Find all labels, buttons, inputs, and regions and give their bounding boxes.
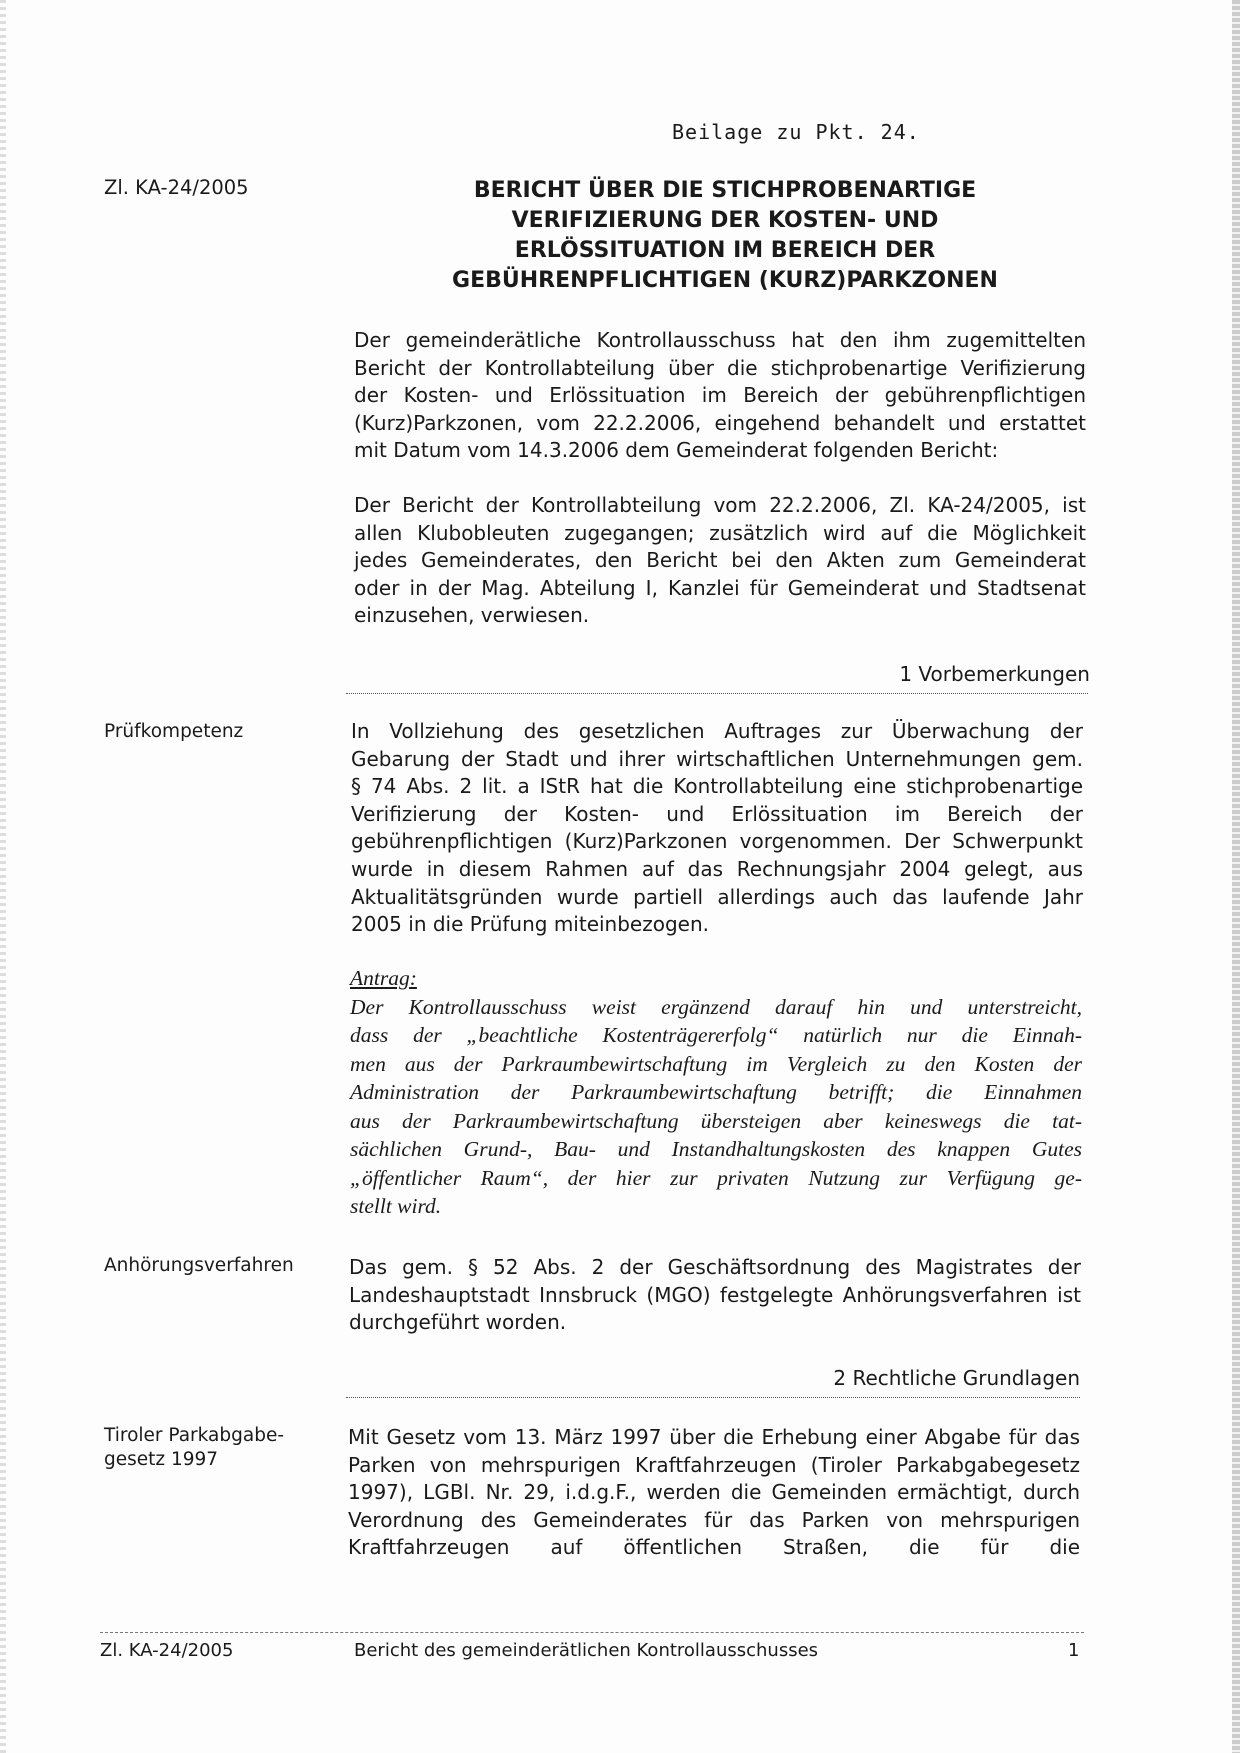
text-line: Das gem. § 52 Abs. 2 der Geschäftsordnung des Magistrates der [349,1255,1081,1279]
reference-number: Zl. KA-24/2005 [104,176,249,199]
text-line: Landeshauptstadt Innsbruck (MGO) festgelegte Anhörungsverfahren ist [349,1282,1081,1307]
text-line: Bericht der Kontrollabteilung über die stichprobenartige Verifizierung [354,355,1086,380]
text-line: dass der „beachtliche Kostenträgererfolg“ natürlich nur die Einnah- [350,1023,1082,1047]
title-line: VERIFIZIERUNG DER KOSTEN- UND [511,208,939,233]
text-line: jedes Gemeinderates, den Bericht bei den Akten zum Gemeinderat [354,548,1086,573]
text-line: Gebarung der Stadt und ihrer wirtschaftlichen Unternehmungen gem. [351,746,1083,771]
text-line: Verordnung des Gemeinderates für das Parken von mehrspurigen [348,1507,1080,1532]
text-line: 2005 in die Prüfung miteinbezogen. [351,912,709,937]
section-divider [346,693,1088,694]
text-line: „öffentlicher Raum“, der hier zur privaten Nutzung zur Verfügung ge- [350,1165,1082,1190]
text-line: Aktualitätsgründen wurde partiell allerdings auch das laufende Jahr [351,884,1083,909]
title-line: BERICHT ÜBER DIE STICHPROBENARTIGE [473,178,977,203]
text-line: aus der Parkraumbewirtschaftung übersteigen aber keineswegs die tat- [350,1108,1082,1133]
title-line: GEBÜHRENPFLICHTIGEN (KURZ)PARKZONEN [452,268,998,293]
text-line: 1997), LGBl. Nr. 29, i.d.g.F., werden die Gemeinden ermächtigt, durch [348,1480,1080,1505]
text-line: Der Bericht der Kontrollabteilung vom 22.2.2006, Zl. KA-24/2005, ist [354,493,1086,517]
footer-title: Bericht des gemeinderätlichen Kontrollausschusses [354,1640,819,1661]
margin-label-anhoerungsverfahren: Anhörungsverfahren [104,1255,294,1276]
text-line: allen Klubobleuten zugegangen; zusätzlich wird auf die Möglichkeit [354,520,1086,545]
text-line: Mit Gesetz vom 13. März 1997 über die Erhebung einer Abgabe für das [348,1425,1080,1449]
attachment-note: Beilage zu Pkt. 24. [672,120,920,144]
scan-edge-right [1232,0,1240,1753]
margin-label-pruefkompetenz: Prüfkompetenz [104,721,244,742]
text-line: mit Datum vom 14.3.2006 dem Gemeinderat folgenden Bericht: [354,438,999,463]
text-line: Administration der Parkraumbewirtschaftung betrifft; die Einnahmen [350,1080,1082,1104]
text-line: gebührenpflichtigen (Kurz)Parkzonen vorgenommen. Der Schwerpunkt [351,829,1083,854]
page-number: 1 [1068,1640,1080,1661]
text-line: Kraftfahrzeugen auf öffentlichen Straßen, die für die [348,1535,1080,1560]
text-line: der Kosten- und Erlössituation im Bereich der gebührenpflichtigen [354,383,1086,408]
text-line: Der gemeinderätliche Kontrollausschuss hat den ihm zugemittelten [354,328,1086,352]
footer-divider [100,1632,1084,1633]
text-line: oder in der Mag. Abteilung I, Kanzlei für Gemeinderat und Stadtsenat [354,575,1086,600]
label-line: gesetz 1997 [104,1449,219,1470]
text-line: Parken von mehrspurigen Kraftfahrzeugen (Tiroler Parkabgabegesetz [348,1452,1080,1477]
text-line: § 74 Abs. 2 lit. a IStR hat die Kontrollabteilung eine stichprobenartige [351,774,1083,799]
text-line: stellt wird. [350,1194,442,1218]
scan-edge-left [0,0,6,1753]
text-line: (Kurz)Parkzonen, vom 22.2.2006, eingehend behandelt und erstattet [354,410,1086,435]
text-line: wurde in diesem Rahmen auf das Rechnungsjahr 2004 gelegt, aus [351,856,1083,881]
antrag-block [350,964,1082,1221]
intro-paragraph-1 [354,327,1086,465]
label-line: Tiroler Parkabgabe- [104,1425,285,1446]
text-line: durchgeführt worden. [349,1310,567,1335]
text-line: Verifizierung der Kosten- und Erlössituation im Bereich der [351,801,1083,826]
footer-reference: Zl. KA-24/2005 [100,1640,234,1661]
pruefkompetenz-paragraph [351,718,1083,939]
title-line: ERLÖSSITUATION IM BEREICH DER [514,238,936,263]
section-divider [346,1397,1080,1398]
intro-paragraph-2 [354,492,1086,630]
text-line: einzusehen, verwiesen. [354,603,590,628]
document-title [410,176,1040,296]
text-line: sächlichen Grund-, Bau- und Instandhaltungskosten des knappen Gutes [350,1137,1082,1161]
antrag-label: Antrag: [350,966,417,990]
section-heading-1: 1 Vorbemerkungen [899,662,1090,686]
text-line: men aus der Parkraumbewirtschaftung im Vergleich zu den Kosten der [350,1051,1082,1076]
parkabgabegesetz-paragraph [348,1424,1080,1562]
anhoerung-paragraph [349,1254,1081,1337]
section-heading-2: 2 Rechtliche Grundlagen [833,1366,1080,1390]
margin-label-parkabgabegesetz [104,1424,284,1472]
text-line: In Vollziehung des gesetzlichen Auftrages zur Überwachung der [351,719,1083,743]
text-line: Der Kontrollausschuss weist ergänzend darauf hin und unterstreicht, [350,994,1082,1019]
